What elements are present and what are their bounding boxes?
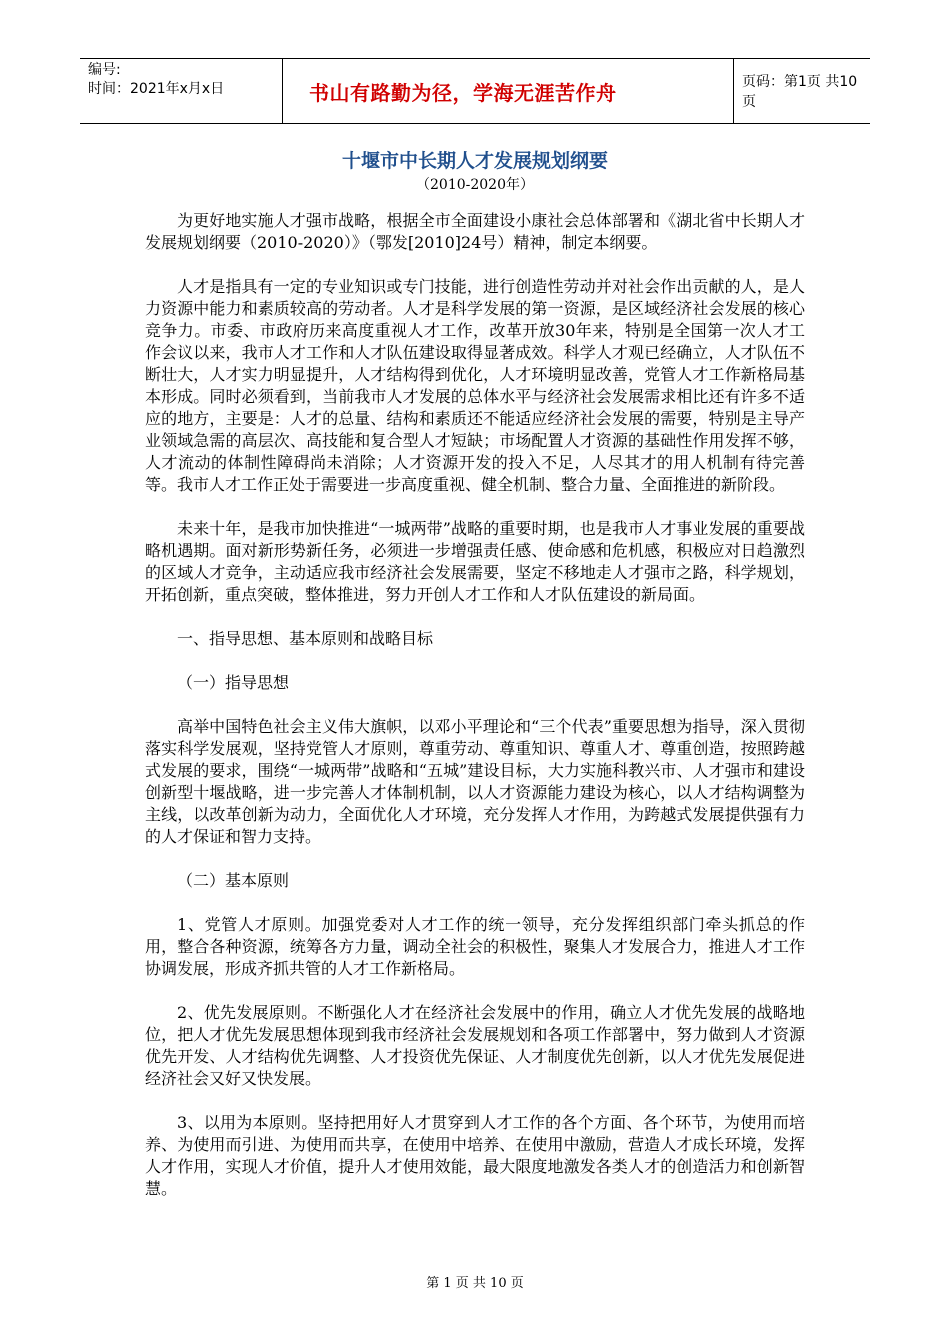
header-page-info: 页码：第1页 共10页 xyxy=(742,74,858,110)
principle-paragraph: 2、优先发展原则。不断强化人才在经济社会发展中的作用，确立人才优先发展的战略地位，把人才优先发展思想体现到我市经济社会发展规划和各项工作部署中，努力做到人才资源优先开发、人才结构优先调整、人才投资优先保证、人才制度优先创新，以人才优先发展促进经济社会又好又快发展。 xyxy=(145,1003,805,1088)
subsection-heading: （一）指导思想 xyxy=(177,673,290,692)
header-meta xyxy=(80,59,282,123)
header-motto: 书山有路勤为径，学海无涯苦作舟 xyxy=(282,59,734,123)
principle-paragraph: 1、党管人才原则。加强党委对人才工作的统一领导，充分发挥组织部门牵头抓总的作用，整合各种资源，统筹各方力量，调动全社会的积极性，聚集人才发展合力，推进人才工作协调发展，形成齐抓共管的人才工作新格局。 xyxy=(145,915,805,978)
body-paragraph: 高举中国特色社会主义伟大旗帜，以邓小平理论和“三个代表”重要思想为指导，深入贯彻落实科学发展观，坚持党管人才原则，尊重劳动、尊重知识、尊重人才、尊重创造，按照跨越式发展的要求，围绕“一城两带”战略和“五城”建设目标，大力实施科教兴市、人才强市和建设创新型十堰战略，进一步完善人才体制机制，以人才资源能力建设为核心，以人才结构调整为主线，以改革创新为动力，全面优化人才环境，充分发挥人才作用，为跨越式发展提供强有力的人才保证和智力支持。 xyxy=(145,717,805,846)
principle-paragraph: 3、以用为本原则。坚持把用好人才贯穿到人才工作的各个方面、各个环节，为使用而培养、为使用而引进、为使用而共享，在使用中培养、在使用中激励，营造人才成长环境，发挥人才作用，实现人才价值，提升人才使用效能，最大限度地激发各类人才的创造活力和创新智慧。 xyxy=(145,1113,805,1198)
document-subtitle: （2010-2020年） xyxy=(416,177,534,193)
page-footer: 第 1 页 共 10 页 xyxy=(426,1276,524,1291)
document-body xyxy=(145,210,805,1222)
intro-paragraph: 为更好地实施人才强市战略，根据全市全面建设小康社会总体部署和《湖北省中长期人才发展规划纲要（2010-2020）》（鄂发[2010]24号）精神，制定本纲要。 xyxy=(145,211,805,252)
subsection-heading: （二）基本原则 xyxy=(177,871,290,890)
time-label: 时间：2021年x月x日 xyxy=(88,81,225,97)
body-paragraph: 人才是指具有一定的专业知识或专门技能，进行创造性劳动并对社会作出贡献的人，是人力资源中能力和素质较高的劳动者。人才是科学发展的第一资源，是区域经济社会发展的核心竞争力。市委、市政府历来高度重视人才工作，改革开放30年来，特别是全国第一次人才工作会议以来，我市人才工作和人才队伍建设取得显著成效。科学人才观已经确立，人才队伍不断壮大，人才实力明显提升，人才结构得到优化，人才环境明显改善，党管人才工作新格局基本形成。同时必须看到，当前我市人才发展的总体水平与经济社会发展需求相比还有许多不适应的地方，主要是：人才的总量、结构和素质还不能适应经济社会发展的需要，特别是主导产业领域急需的高层次、高技能和复合型人才短缺；市场配置人才资源的基础性作用发挥不够，人才流动的体制性障碍尚未消除；人才资源开发的投入不足，人尽其才的用人机制有待完善等。我市人才工作正处于需要进一步高度重视、健全机制、整合力量、全面推进的新阶段。 xyxy=(145,277,805,494)
serial-label: 编号: xyxy=(88,62,121,78)
page-header xyxy=(80,58,870,124)
body-paragraph: 未来十年，是我市加快推进“一城两带”战略的重要时期，也是我市人才事业发展的重要战略机遇期。面对新形势新任务，必须进一步增强责任感、使命感和危机感，积极应对日趋激烈的区域人才竞争，主动适应我市经济社会发展需要，坚定不移地走人才强市之路，科学规划，开拓创新，重点突破，整体推进，努力开创人才工作和人才队伍建设的新局面。 xyxy=(145,519,805,604)
section-heading: 一、指导思想、基本原则和战略目标 xyxy=(177,629,434,648)
document-title: 十堰市中长期人才发展规划纲要 xyxy=(341,150,608,172)
